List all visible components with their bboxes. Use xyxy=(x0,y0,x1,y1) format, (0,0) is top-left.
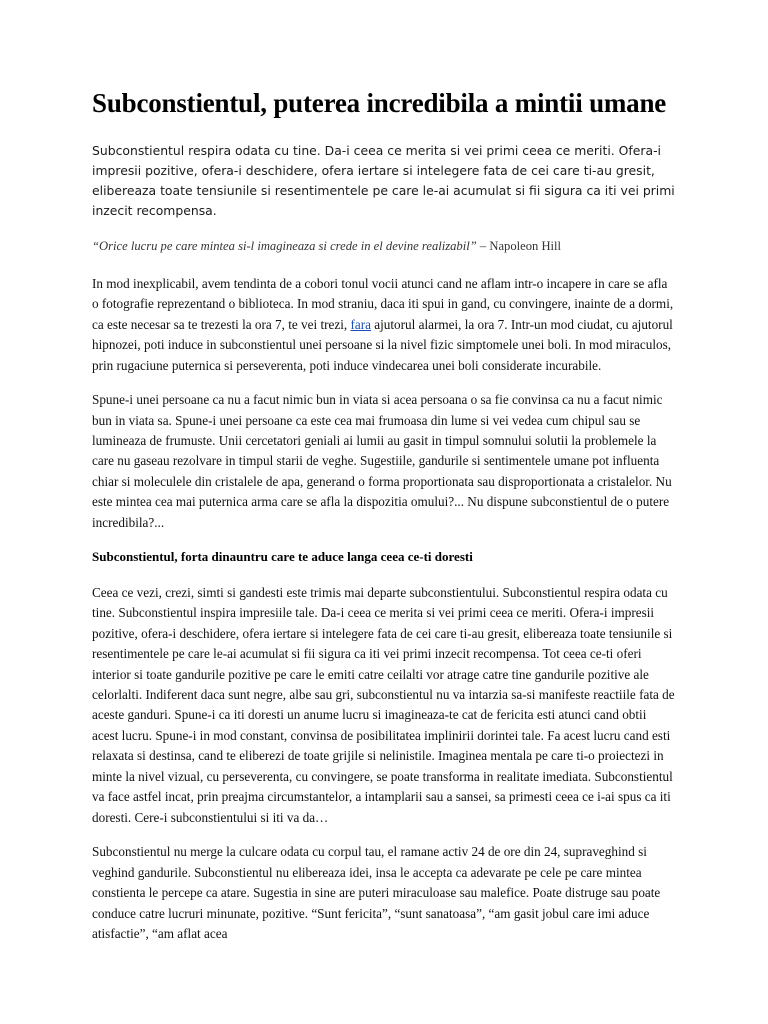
section-subheading: Subconstientul, forta dinauntru care te aduce langa ceea ce-ti doresti xyxy=(92,549,473,565)
inline-link-fara[interactable]: fara xyxy=(350,316,371,332)
paragraph-1-text-before-link: In mod inexplicabil, avem tendinta de a cobori tonul vocii atunci cand ne aflam intr-o incapere in care se afla o fotografie reprezentand o biblioteca. In mod straniu, daca iti spui in gand, cu convingere, inainte de a dormi, ca este necesar sa te trezesti la ora 7, te vei trezi, xyxy=(92,275,674,332)
body-paragraph-4: Subconstientul nu merge la culcare odata cu corpul tau, el ramane activ 24 de ore din 24, supraveghind si veghind gandurile. Subconstientul nu elibereaza idei, insa le accepta ca adevarate pe cele pe care mintea constienta le percepe ca atare. Sugestia in sine are puteri miraculoase sau malefice. Poate distruge sau poate conduce catre lucruri minunate, pozitive. “Sunt fericita”, “sunt sanatoasa”, “am gasit jobul care imi aduce atisfactie”, “am aflat acea xyxy=(92,844,661,941)
quote-text: “Orice lucru pe care mintea si-l imagineaza si crede in el devine realizabil” xyxy=(92,238,477,253)
lead-paragraph: Subconstientul respira odata cu tine. Da-i ceea ce merita si vei primi ceea ce meriti. Ofera-i impresii pozitive, ofera-i deschidere, ofera iertare si intelegere fata de cei care ti-au gresit, elibereaza toate tensiunile si resentimentele pe care le-ai acumulat si fii sigura ca iti vei primi inzecit recompensa. xyxy=(92,142,675,218)
quote-attribution: – Napoleon Hill xyxy=(476,238,562,253)
paragraph-1-text-after-link: ajutorul alarmei, la ora 7. Intr-un mod ciudat, cu ajutorul hipnozei, poti induce in subconstientul unei persoane si la nivel fizic simptomele unei boli. In mod miraculos, prin rugaciune puternica si perseverenta, poti induce vindecarea unei boli considerate incurabile. xyxy=(92,316,673,373)
body-paragraph-2: Spune-i unei persoane ca nu a facut nimic bun in viata si acea persoana o sa fie convinsa ca nu a facut nimic bun in viata sa. Spune-i unei persoane ca este cea mai frumoasa din lume si vei vedea cum chipul sau se lumineaza de frumuste. Unii cercetatori geniali ai lumii au gasit in timpul somnului solutii la problemele la care nu gaseau rezolvare in timpul starii de veghe. Sugestiile, gandurile si sentimentele umane pot influenta chiar si moleculele din cristalele de apa, generand o forma proportionata sau disproportionata a cristalelor. Nu este mintea cea mai puternica arma care se afla la dispozitia omului?... Nu dispune subconstientul de o putere incredibila?... xyxy=(92,392,672,530)
page-title: Subconstientul, puterea incredibila a mintii umane xyxy=(92,88,667,118)
pull-quote xyxy=(92,237,676,256)
body-paragraph-1 xyxy=(92,274,676,376)
body-paragraph-3: Ceea ce vezi, crezi, simti si gandesti este trimis mai departe subconstientului. Subconstientul respira odata cu tine. Subconstientul inspira impresiile tale. Da-i ceea ce merita si vei primi ceea ce meriti. Ofera-i impresii pozitive, ofera-i deschidere, ofera iertare si intelegere fata de cei care ti-au gresit, elibereaza toate tensiunile si resentimentele pe care le-ai acumulat si fii sigura ca iti vei primi inzecit recompensa. Tot ceea ce-ti oferi interior si toate gandurile pozitive pe care le emiti catre ceilalti vor atrage catre tine gandurile pozitive ale celorlalti. Indiferent daca sunt negre, albe sau gri, subconstientul nu va intarzia sa-si manifeste reactiile fata de aceste ganduri. Spune-i ca iti doresti un anume lucru si imagineaza-te cat de fericita esti atunci cand obtii acest lucru. Spune-i in mod constant, convinsa de posibilitatea implinirii dorintei tale. Fa acest lucru cand esti relaxata si destinsa, cand te eliberezi de toate grijile si nelinistile. Imaginea mentala pe care ti-o proiectezi in minte la nivel vizual, cu perseverenta, cu convingere, se poate transforma in realitate imediata. Subconstientul va face astfel incat, prin preajma circumstantelor, a intamplarii sau a sansei, sa primesti ceea ce i-ai spus ca iti doresti. Cere-i subconstientului si iti va da… xyxy=(92,584,675,825)
